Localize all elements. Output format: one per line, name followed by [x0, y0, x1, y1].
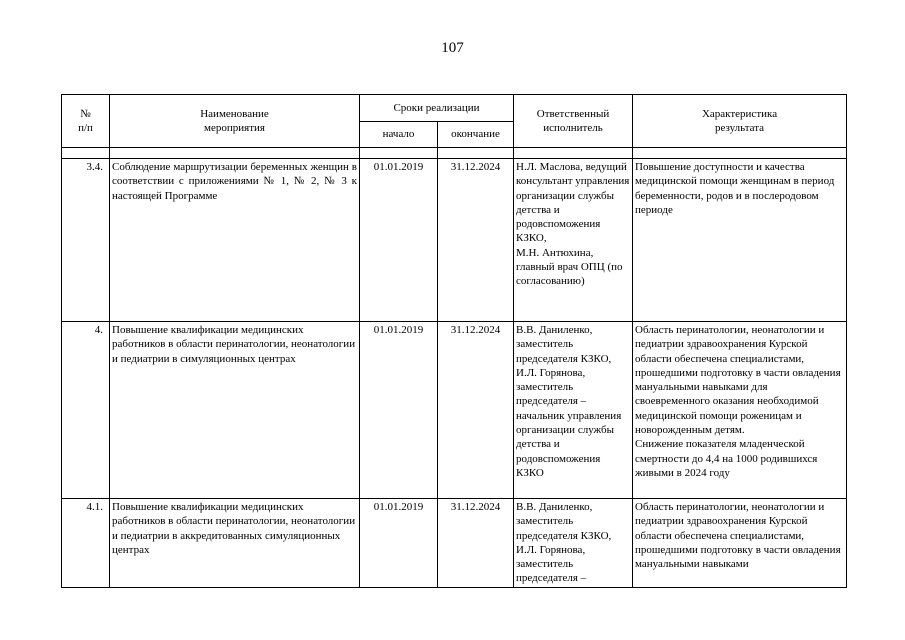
row-end: 31.12.2024 [438, 159, 514, 322]
row-end: 31.12.2024 [438, 322, 514, 499]
row-responsible: В.В. Даниленко, заместитель председателя КЗКО, И.Л. Горянова, заместитель председателя – [514, 499, 633, 588]
page-number: 107 [441, 40, 464, 56]
row-start: 01.01.2019 [360, 499, 438, 588]
row-num: 3.4. [62, 159, 110, 322]
header-start: начало [360, 122, 438, 148]
row-name: Повышение квалификации медицинских работников в области перинатологии, неонатологии и педиатрии в аккредитованных симуляционных центрах [110, 499, 360, 588]
row-num: 4. [62, 322, 110, 499]
row-start: 01.01.2019 [360, 322, 438, 499]
row-result: Область перинатологии, неонатологии и педиатрии здравоохранения Курской области обеспечена специалистами, прошедшими подготовку в части овладения мануальными навыками для своевременного оказания необходимой медицинской помощи роженицам и новорожденным детям. Снижение показателя младенческой смертности до 4,4 на 1000 родившихся живыми в 2024 году [633, 322, 847, 499]
row-num: 4.1. [62, 499, 110, 588]
activities-table [61, 94, 847, 588]
header-name: Наименование мероприятия [110, 95, 360, 148]
row-name: Повышение квалификации медицинских работников в области перинатологии, неонатологии и педиатрии в симуляционных центрах [110, 322, 360, 499]
table-row [62, 499, 847, 588]
row-result: Повышение доступности и качества медицинской помощи женщинам в период беременности, родов и в послеродовом периоде [633, 159, 847, 322]
header-end: окончание [438, 122, 514, 148]
header-num: № п/п [62, 95, 110, 148]
row-responsible: Н.Л. Маслова, ведущий консультант управления организации службы детства и родовспоможения КЗКО, М.Н. Антюхина, главный врач ОПЦ (по согласованию) [514, 159, 633, 322]
table-row [62, 159, 847, 322]
row-start: 01.01.2019 [360, 159, 438, 322]
row-end: 31.12.2024 [438, 499, 514, 588]
row-name: Соблюдение маршрутизации беременных женщин в соответствии с приложениями № 1, № 2, № 3 к настоящей Программе [110, 159, 360, 322]
row-responsible: В.В. Даниленко, заместитель председателя КЗКО, И.Л. Горянова, заместитель председателя – начальник управления организации службы детства и родовспоможения КЗКО [514, 322, 633, 499]
table-row [62, 322, 847, 499]
header-result: Характеристика результата [633, 95, 847, 148]
spacer-row [62, 148, 847, 159]
header-terms: Сроки реализации [360, 95, 514, 122]
header-row [62, 95, 847, 122]
header-responsible: Ответственный исполнитель [514, 95, 633, 148]
row-result: Область перинатологии, неонатологии и педиатрии здравоохранения Курской области обеспечена специалистами, прошедшими подготовку в части овладения мануальными навыками [633, 499, 847, 588]
